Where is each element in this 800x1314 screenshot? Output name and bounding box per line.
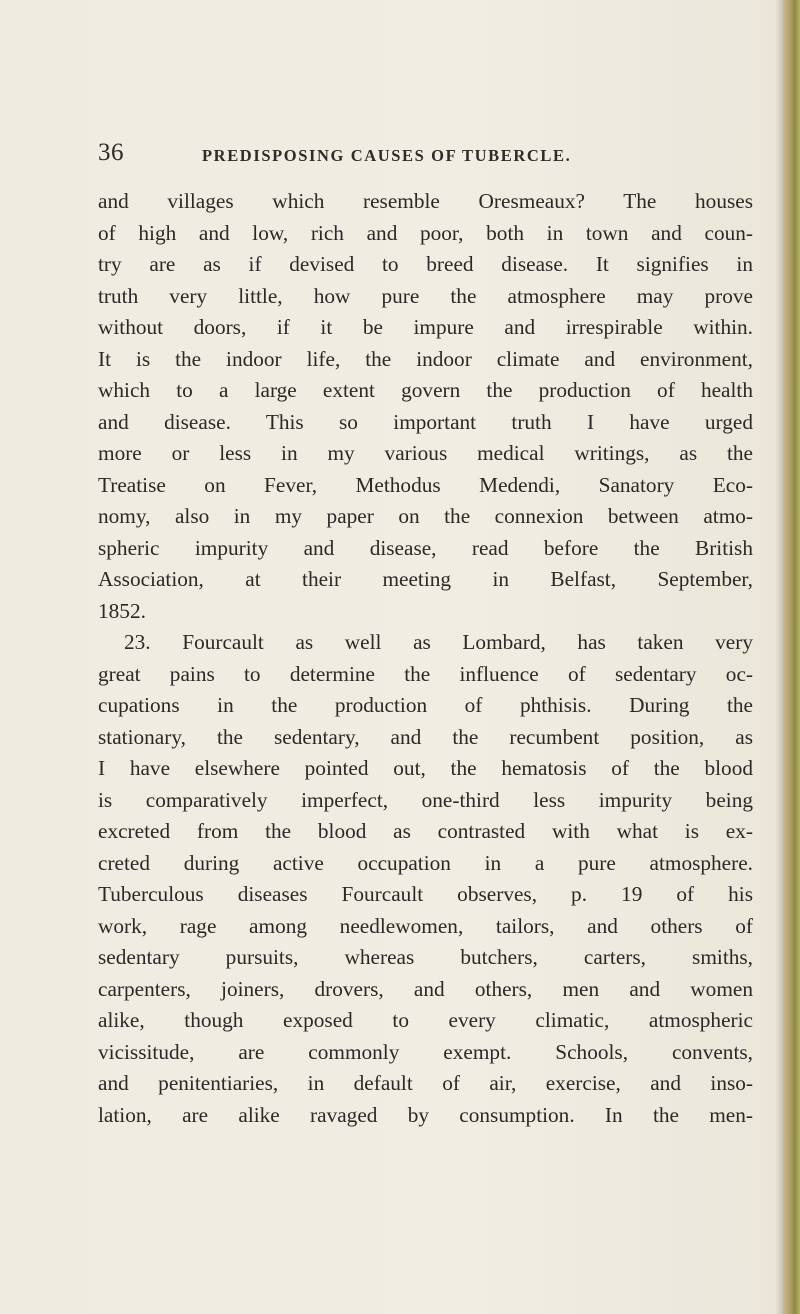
- text-line: and disease. This so important truth I have urged: [98, 409, 753, 434]
- text-line: try are as if devised to breed disease. It signifies in: [98, 252, 753, 276]
- text-line: great pains to determine the influence of sedentary oc-: [98, 661, 753, 686]
- text-line: Tuberculous diseases Fourcault observes, p. 19 of his: [98, 882, 753, 906]
- text-line: alike, though exposed to every climatic, atmospheric: [98, 1008, 753, 1032]
- body-text: [98, 186, 753, 1131]
- text-line: work, rage among needlewomen, tailors, and others of: [98, 913, 753, 938]
- text-line: truth very little, how pure the atmosphere may prove: [98, 283, 753, 308]
- text-line: nomy, also in my paper on the connexion between atmo-: [98, 504, 753, 528]
- text-line: Association, at their meeting in Belfast, September,: [98, 567, 753, 591]
- text-line: carpenters, joiners, drovers, and others, men and women: [98, 976, 753, 1001]
- page-number: 36: [98, 139, 124, 166]
- text-line: and penitentiaries, in default of air, exercise, and inso-: [98, 1071, 753, 1095]
- paragraph-start: 23. Fourcault as well as Lombard, has taken very: [124, 630, 753, 654]
- text-line: Treatise on Fever, Methodus Medendi, Sanatory Eco-: [98, 472, 753, 497]
- text-line: vicissitude, are commonly exempt. Schools, convents,: [98, 1039, 753, 1064]
- text-line: excreted from the blood as contrasted with what is ex-: [98, 819, 753, 843]
- text-line: which to a large extent govern the production of health: [98, 378, 753, 402]
- text-line: It is the indoor life, the indoor climate and environment,: [98, 346, 753, 371]
- text-line: of high and low, rich and poor, both in town and coun-: [98, 220, 753, 245]
- text-line: sedentary pursuits, whereas butchers, carters, smiths,: [98, 945, 753, 969]
- text-line: spheric impurity and disease, read before the British: [98, 535, 753, 560]
- text-line: 1852.: [98, 598, 146, 623]
- book-edge: [783, 0, 800, 1314]
- page-header: [0, 139, 785, 179]
- running-head: PREDISPOSING CAUSES OF TUBERCLE.: [202, 146, 572, 165]
- text-line: I have elsewhere pointed out, the hematosis of the blood: [98, 756, 753, 780]
- text-line: cupations in the production of phthisis. During the: [98, 693, 753, 717]
- text-line: lation, are alike ravaged by consumption. In the men-: [98, 1102, 753, 1127]
- text-line: without doors, if it be impure and irrespirable within.: [98, 315, 753, 339]
- text-line: is comparatively imperfect, one-third less impurity being: [98, 787, 753, 812]
- text-line: and villages which resemble Oresmeaux? The houses: [98, 189, 753, 213]
- text-line: creted during active occupation in a pure atmosphere.: [98, 850, 753, 875]
- text-line: more or less in my various medical writings, as the: [98, 441, 753, 465]
- text-line: stationary, the sedentary, and the recumbent position, as: [98, 724, 753, 749]
